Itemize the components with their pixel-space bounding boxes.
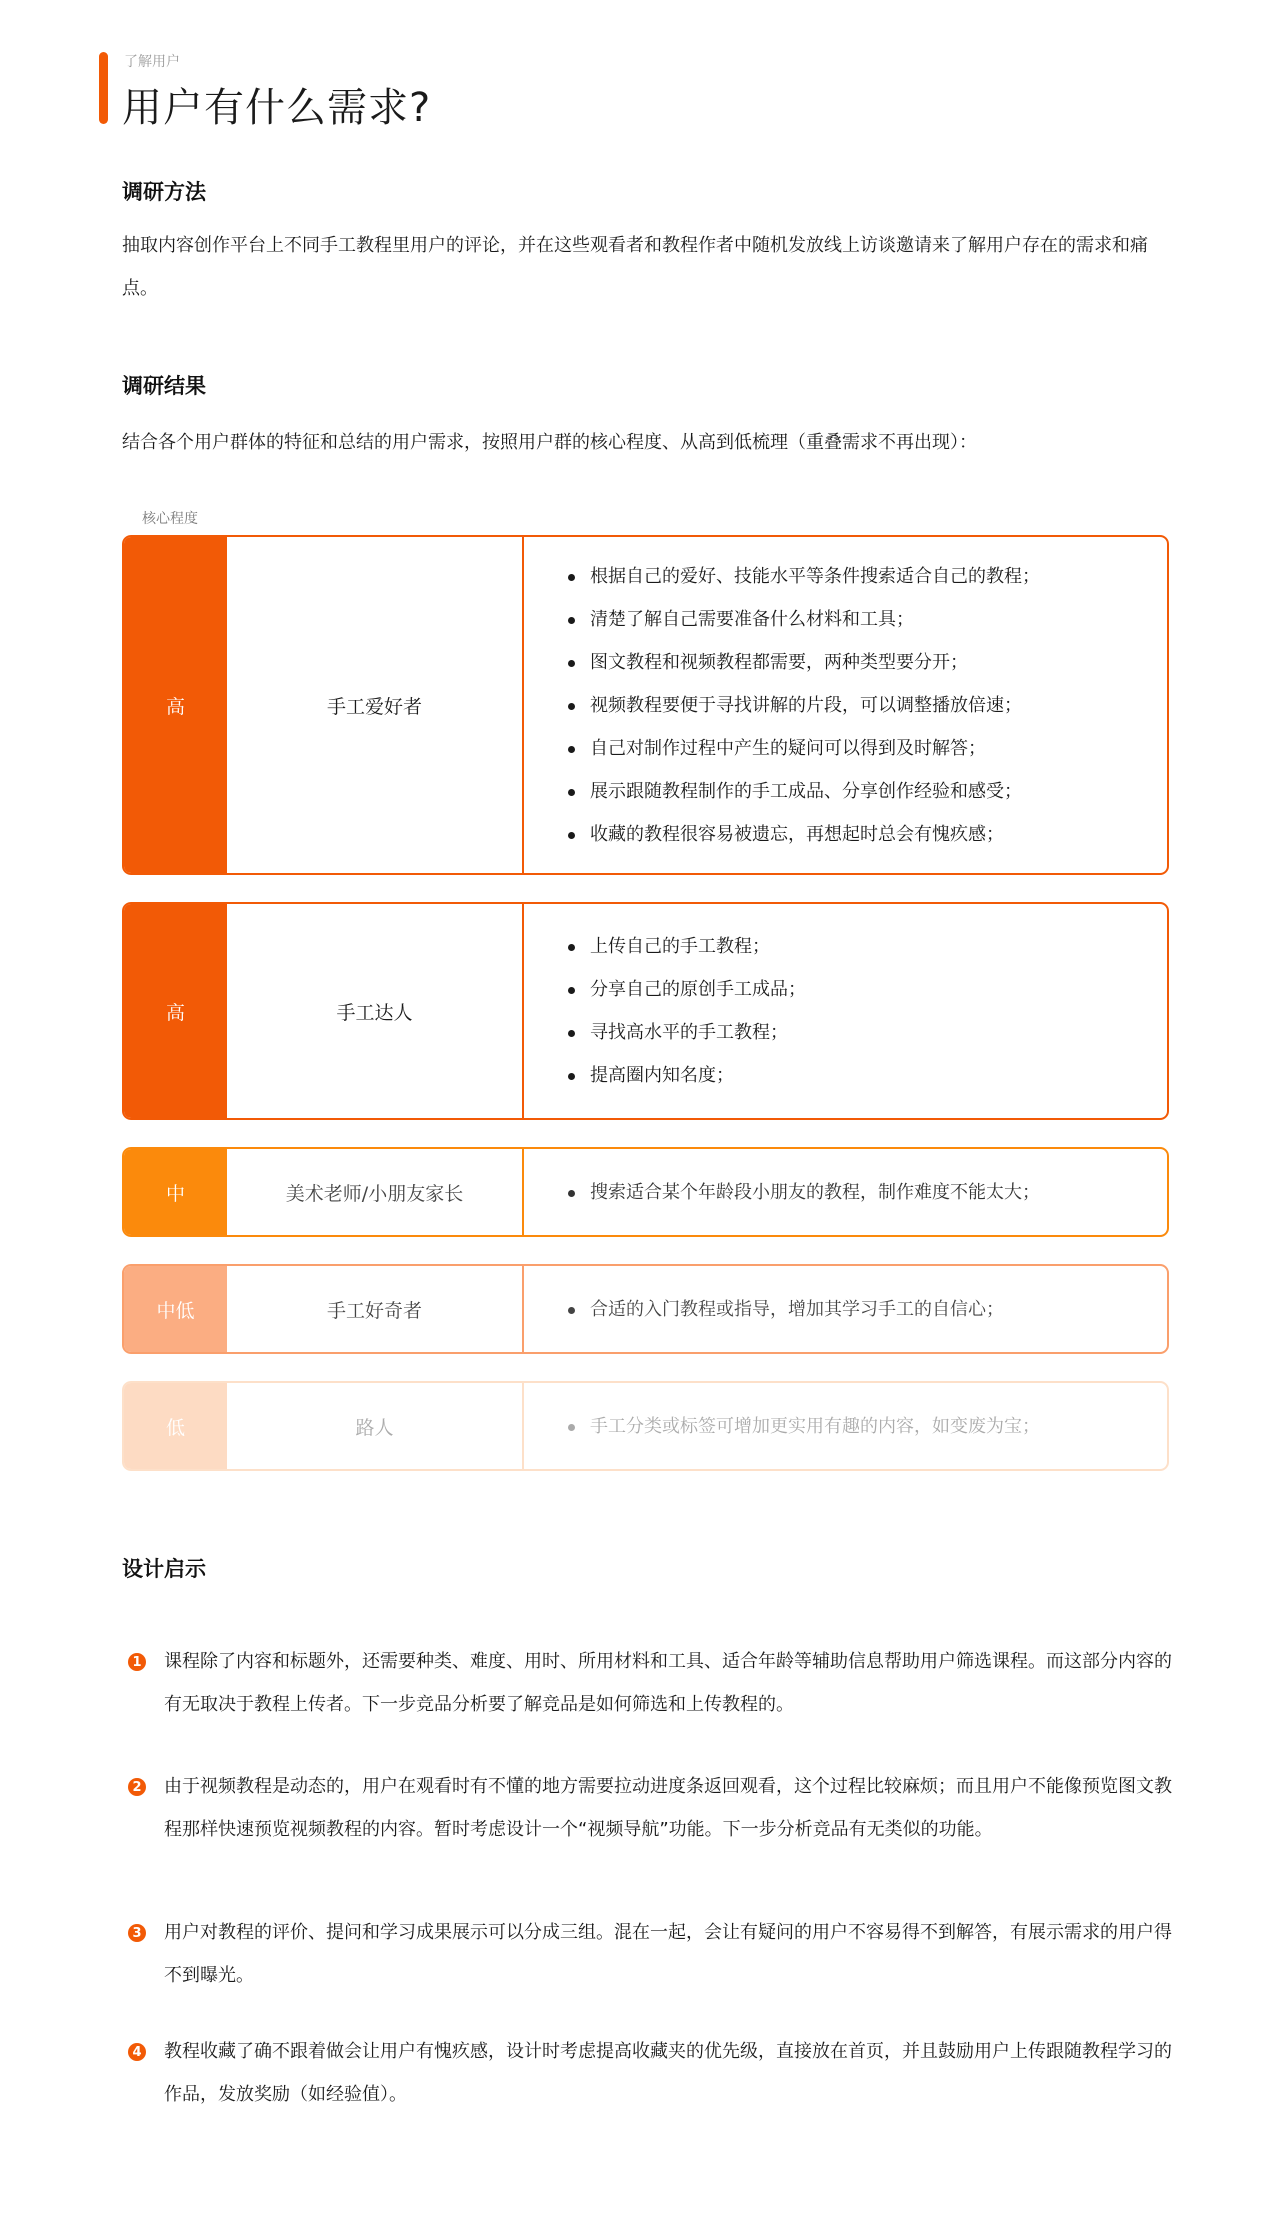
page-subtitle: 了解用户 [124, 54, 180, 70]
user-group-card [122, 1264, 1169, 1354]
need-item: 寻找高水平的手工教程； [568, 1011, 1167, 1054]
need-item: 搜索适合某个年龄段小朋友的教程，制作难度不能太大； [568, 1171, 1167, 1214]
need-item: 自己对制作过程中产生的疑问可以得到及时解答； [568, 727, 1167, 770]
user-group-name: 路人 [227, 1383, 524, 1469]
results-text: 结合各个用户群体的特征和总结的用户需求，按照用户群的核心程度、从高到低梳理（重叠需求不再出现）： [122, 432, 977, 453]
level-badge: 高 [124, 904, 227, 1118]
need-item: 图文教程和视频教程都需要，两种类型要分开； [568, 641, 1167, 684]
needs-list [524, 1383, 1167, 1469]
user-group-name: 手工好奇者 [227, 1266, 524, 1352]
section-heading-insights: 设计启示 [122, 1553, 206, 1583]
need-item: 手工分类或标签可增加更实用有趣的内容，如变废为宝； [568, 1405, 1167, 1448]
needs-list [524, 1149, 1167, 1235]
need-item: 展示跟随教程制作的手工成品、分享创作经验和感受； [568, 770, 1167, 813]
level-badge: 低 [124, 1383, 227, 1469]
need-item: 根据自己的爱好、技能水平等条件搜索适合自己的教程； [568, 555, 1167, 598]
title-accent-bar [99, 52, 108, 124]
user-group-name: 美术老师/小朋友家长 [227, 1149, 524, 1235]
needs-list [524, 537, 1167, 873]
need-item: 上传自己的手工教程； [568, 925, 1167, 968]
level-badge: 中 [124, 1149, 227, 1235]
number-badge-icon: 3 [128, 1924, 146, 1942]
needs-list [524, 1266, 1167, 1352]
user-group-card [122, 535, 1169, 875]
section-heading-results: 调研结果 [122, 370, 206, 400]
number-badge-icon: 1 [128, 1653, 146, 1671]
need-item: 清楚了解自己需要准备什么材料和工具； [568, 598, 1167, 641]
need-item: 分享自己的原创手工成品； [568, 968, 1167, 1011]
number-badge-icon: 2 [128, 1778, 146, 1796]
need-item: 提高圈内知名度； [568, 1054, 1167, 1097]
section-heading-method: 调研方法 [122, 176, 206, 206]
level-badge: 中低 [124, 1266, 227, 1352]
core-level-label: 核心程度 [142, 511, 198, 527]
need-item: 收藏的教程很容易被遗忘，再想起时总会有愧疚感； [568, 813, 1167, 856]
method-text: 抽取内容创作平台上不同手工教程里用户的评论，并在这些观看者和教程作者中随机发放线上访谈邀请来了解用户存在的需求和痛点。 [122, 235, 1148, 299]
number-badge-icon: 4 [128, 2043, 146, 2061]
user-group-card [122, 1381, 1169, 1471]
user-group-card [122, 902, 1169, 1120]
user-group-card [122, 1147, 1169, 1237]
user-group-name: 手工达人 [227, 904, 524, 1118]
level-badge: 高 [124, 537, 227, 873]
need-item: 合适的入门教程或指导，增加其学习手工的自信心； [568, 1288, 1167, 1331]
page-title: 用户有什么需求? [122, 85, 432, 131]
user-group-name: 手工爱好者 [227, 537, 524, 873]
need-item: 视频教程要便于寻找讲解的片段，可以调整播放倍速； [568, 684, 1167, 727]
needs-list [524, 904, 1167, 1118]
